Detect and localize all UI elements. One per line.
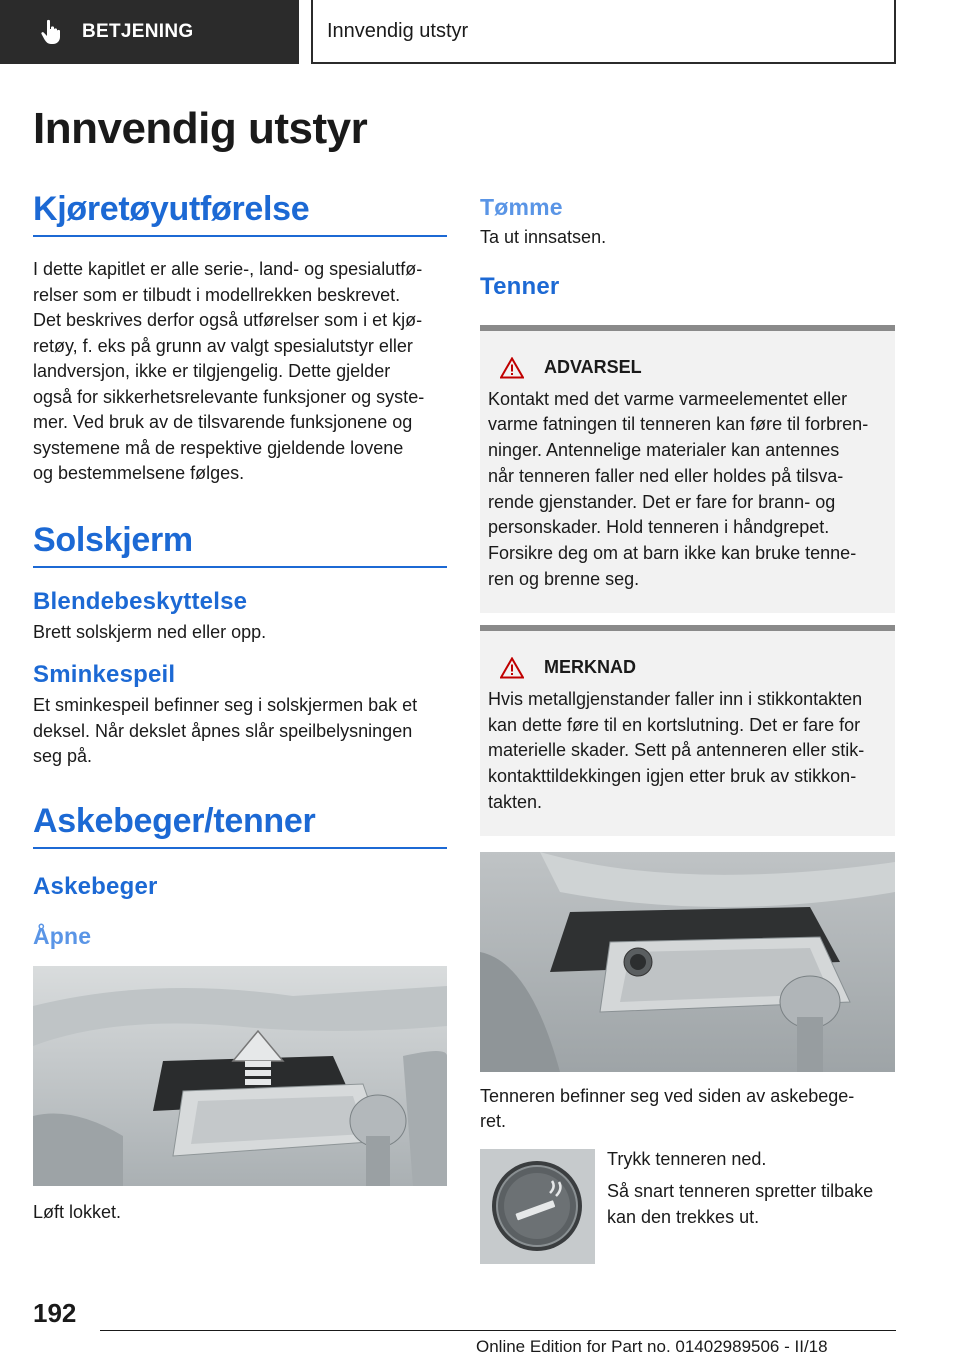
warning-header (488, 357, 887, 379)
warning-triangle-icon (500, 357, 524, 379)
glare-text: Brett solskjerm ned eller opp. (33, 621, 267, 642)
heading-ashtray-lighter: Askebeger/tenner (33, 802, 447, 849)
heading-vanity-mirror: Sminkespeil (33, 661, 176, 688)
heading-ashtray: Askebeger (33, 872, 158, 900)
heading-glare-protection: Blendebeskyttelse (33, 587, 248, 615)
chapter-tab (0, 0, 299, 64)
press-step: Trykk tenneren ned. (607, 1148, 767, 1169)
notice-text: Hvis metallgjenstander faller inn i stikkontakten kan dette føre til en kortslutning. Det er fare for materielle skader. Sett på antenneren eller stik- kontakttildekkingen igjen etter bruk av stikkon- takten. (488, 688, 865, 813)
lighter-instructions (480, 1149, 895, 1264)
heading-empty: Tømme (480, 194, 563, 220)
heading-vehicle-version: Kjøretøyutførelse (33, 190, 447, 237)
heading-open: Åpne (33, 922, 92, 949)
notice-box (480, 625, 895, 836)
empty-text: Ta ut innsatsen. (480, 227, 607, 247)
section-title-header: Innvendig utstyr (311, 0, 896, 64)
lighter-steps (607, 1147, 873, 1264)
page-number: 192 (33, 1298, 77, 1328)
right-column (480, 190, 895, 1264)
warning-box (480, 325, 895, 613)
warning-title: ADVARSEL (544, 357, 642, 377)
pull-step: Så snart tenneren spretter tilbake kan den trekkes ut. (607, 1181, 874, 1227)
page-title: Innvendig utstyr (33, 104, 368, 153)
notice-title: MERKNAD (544, 657, 636, 678)
lighter-location-photo (480, 852, 895, 1072)
heading-lighter: Tenner (480, 272, 560, 300)
footer-divider (100, 1330, 896, 1331)
left-column (33, 190, 447, 1225)
ashtray-open-photo (33, 966, 447, 1186)
heading-sun-visor: Solskjerm (33, 521, 447, 568)
hand-pointer-icon (40, 19, 64, 45)
chapter-label: BETJENING (82, 21, 194, 42)
notice-triangle-icon (500, 657, 524, 679)
lighter-location-caption: Tenneren befinner seg ved siden av askebege- ret. (480, 1085, 855, 1132)
vehicle-version-text: I dette kapitlet er alle serie-, land- og spesialutfø- relser som er tilbudt i modellrekken beskrevet. Det beskrives derfor også utførelser som i et kjø- retøy, f. eks på grunn av valgt spesialutstyr eller landversjon, ikke er tilgjengelig. Dette gjelder også for sikkerhetsrelevante funksjoner og syste- mer. Ved bruk av de tilsvarende funksjonene og systemene må de respektive gjeldende lovene og bestemmelsene følges. (33, 259, 425, 483)
mirror-text: Et sminkespeil befinner seg i solskjermen bak et deksel. Når dekslet åpnes slår speilbelysningen seg på. (33, 695, 418, 766)
notice-header (488, 657, 887, 679)
lift-lid-caption: Løft lokket. (33, 1201, 122, 1222)
lighter-button-photo (480, 1149, 595, 1264)
footer-edition: Online Edition for Part no. 01402989506 - II/18 (476, 1337, 828, 1356)
warning-text: Kontakt med det varme varmeelementet eller varme fatningen til tenneren kan føre til forbren- ninger. Antennelige materialer kan antennes når tenneren faller ned eller holdes på tilsva- rende gjenstander. Det er fare for brann- og personskader. Hold tenneren i håndgrepet. Forsikre deg om at barn ikke kan bruke tenne- ren og brenne seg. (488, 388, 869, 590)
